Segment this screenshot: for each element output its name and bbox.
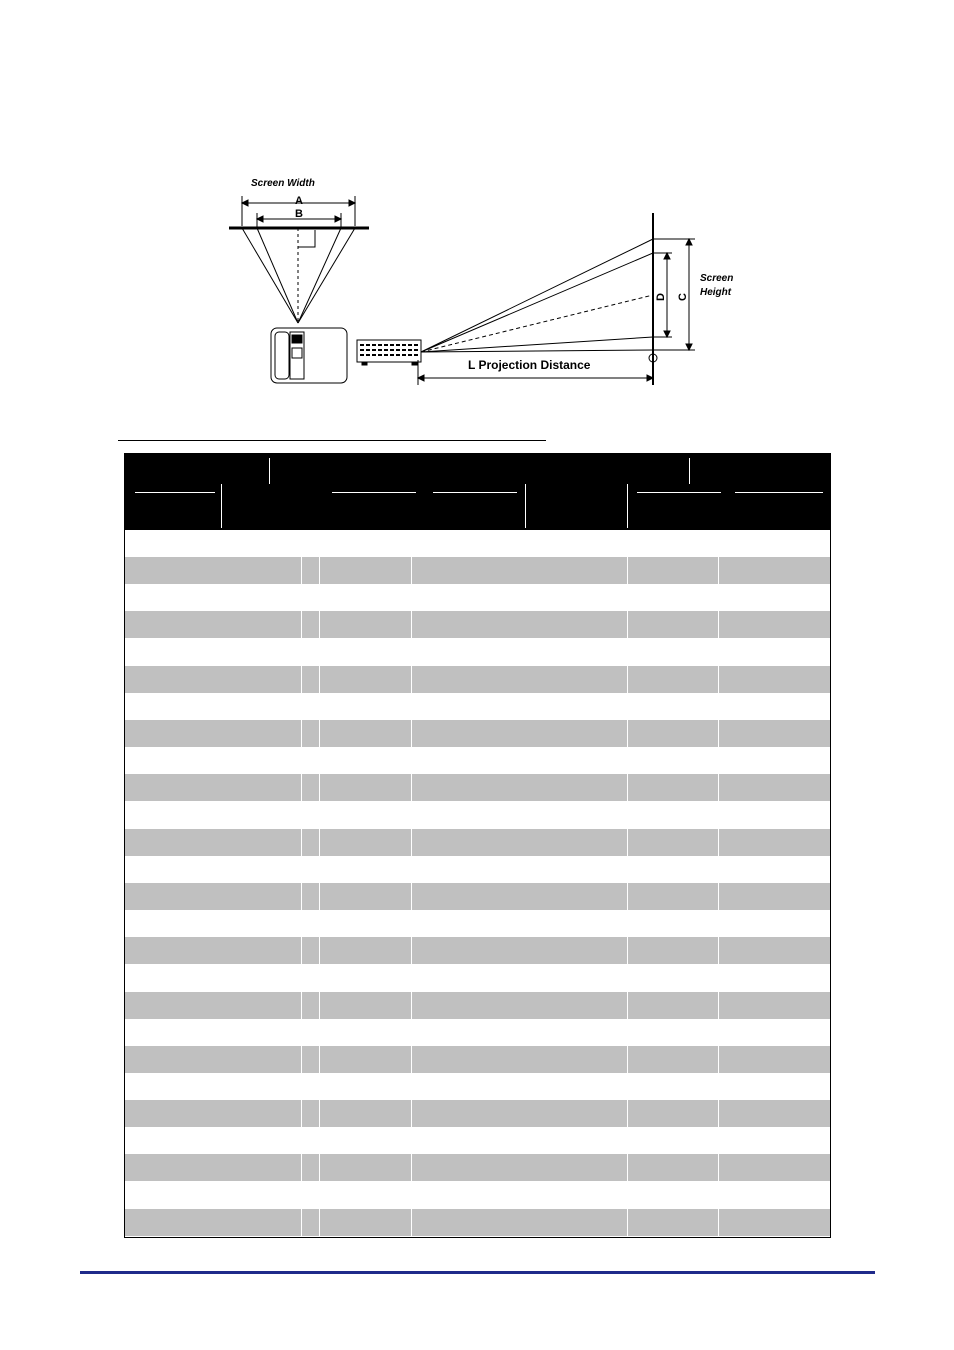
dimension-d-label: D <box>655 293 667 301</box>
table-row <box>125 802 830 829</box>
row-cell-divider <box>627 1100 628 1127</box>
footer-rule <box>80 1271 875 1274</box>
row-cell-divider <box>718 1154 719 1181</box>
row-cell-divider <box>627 829 628 856</box>
row-cell-divider <box>411 883 412 910</box>
row-cell-divider <box>718 611 719 638</box>
row-cell-divider <box>411 720 412 747</box>
header-divider <box>689 458 690 484</box>
row-cell-divider <box>718 883 719 910</box>
projection-distance-table <box>124 453 831 1238</box>
row-cell-divider <box>301 774 302 801</box>
row-cell-divider <box>301 1100 302 1127</box>
row-cell-divider <box>627 883 628 910</box>
header-divider <box>525 484 526 528</box>
row-cell-divider <box>301 557 302 584</box>
table-row <box>125 1019 830 1046</box>
row-cell-divider <box>627 1046 628 1073</box>
table-row <box>125 856 830 883</box>
row-cell-divider <box>319 1100 320 1127</box>
row-cell-divider <box>319 883 320 910</box>
table-row <box>125 1100 830 1127</box>
row-cell-divider <box>411 774 412 801</box>
row-cell-divider <box>411 1100 412 1127</box>
row-cell-divider <box>718 1100 719 1127</box>
header-divider <box>269 458 270 484</box>
table-row <box>125 910 830 937</box>
row-cell-divider <box>718 829 719 856</box>
table-row <box>125 693 830 720</box>
row-cell-divider <box>301 992 302 1019</box>
dimension-b-label: B <box>295 208 303 220</box>
row-cell-divider <box>411 992 412 1019</box>
row-cell-divider <box>319 557 320 584</box>
header-divider <box>637 492 721 493</box>
row-cell-divider <box>301 937 302 964</box>
table-row <box>125 639 830 666</box>
table-row <box>125 1182 830 1209</box>
row-cell-divider <box>319 720 320 747</box>
table-header <box>125 454 830 530</box>
header-divider <box>135 492 215 493</box>
row-cell-divider <box>319 829 320 856</box>
row-cell-divider <box>718 1046 719 1073</box>
row-cell-divider <box>319 937 320 964</box>
top-view-diagram <box>229 196 369 383</box>
table-row <box>125 1154 830 1181</box>
table-row <box>125 584 830 611</box>
projection-diagram <box>0 0 954 400</box>
row-cell-divider <box>627 557 628 584</box>
header-divider <box>627 484 628 528</box>
row-cell-divider <box>411 829 412 856</box>
dimension-a-label: A <box>295 195 303 207</box>
row-cell-divider <box>411 557 412 584</box>
header-divider <box>735 492 823 493</box>
row-cell-divider <box>319 774 320 801</box>
row-cell-divider <box>411 1046 412 1073</box>
row-cell-divider <box>718 557 719 584</box>
row-cell-divider <box>718 1209 719 1236</box>
row-cell-divider <box>718 992 719 1019</box>
table-row <box>125 747 830 774</box>
row-cell-divider <box>627 992 628 1019</box>
row-cell-divider <box>411 937 412 964</box>
row-cell-divider <box>411 666 412 693</box>
table-row <box>125 1209 830 1236</box>
row-cell-divider <box>301 611 302 638</box>
section-title-underline <box>118 440 546 441</box>
row-cell-divider <box>627 774 628 801</box>
table-row <box>125 666 830 693</box>
row-cell-divider <box>319 1209 320 1236</box>
row-cell-divider <box>411 1154 412 1181</box>
table-row <box>125 1127 830 1154</box>
row-cell-divider <box>718 774 719 801</box>
row-cell-divider <box>718 937 719 964</box>
row-cell-divider <box>627 720 628 747</box>
header-divider <box>221 484 222 528</box>
header-divider <box>433 492 517 493</box>
screen-width-label: Screen Width <box>251 178 315 189</box>
row-cell-divider <box>319 611 320 638</box>
table-row <box>125 883 830 910</box>
table-row <box>125 774 830 801</box>
row-cell-divider <box>718 666 719 693</box>
row-cell-divider <box>319 1046 320 1073</box>
table-row <box>125 1073 830 1100</box>
row-cell-divider <box>319 1154 320 1181</box>
row-cell-divider <box>627 937 628 964</box>
projection-distance-label: L Projection Distance <box>468 358 591 372</box>
row-cell-divider <box>301 1046 302 1073</box>
row-cell-divider <box>319 666 320 693</box>
table-row <box>125 1046 830 1073</box>
row-cell-divider <box>301 883 302 910</box>
row-cell-divider <box>411 611 412 638</box>
row-cell-divider <box>301 720 302 747</box>
row-cell-divider <box>627 1154 628 1181</box>
screen-height-label-line2: Height <box>700 287 732 298</box>
row-cell-divider <box>627 1209 628 1236</box>
projector-top-view <box>271 328 347 383</box>
table-row <box>125 611 830 638</box>
table-row <box>125 964 830 991</box>
row-cell-divider <box>718 720 719 747</box>
row-cell-divider <box>319 992 320 1019</box>
table-row <box>125 829 830 856</box>
header-divider <box>332 492 416 493</box>
row-cell-divider <box>627 611 628 638</box>
screen-height-label-line1: Screen <box>700 273 734 284</box>
table-row <box>125 557 830 584</box>
row-cell-divider <box>301 1209 302 1236</box>
row-cell-divider <box>411 1209 412 1236</box>
table-row <box>125 530 830 557</box>
dimension-c-label: C <box>677 293 689 301</box>
row-cell-divider <box>301 1154 302 1181</box>
table-row <box>125 992 830 1019</box>
row-cell-divider <box>627 666 628 693</box>
table-row <box>125 937 830 964</box>
table-row <box>125 720 830 747</box>
row-cell-divider <box>301 829 302 856</box>
row-cell-divider <box>301 666 302 693</box>
